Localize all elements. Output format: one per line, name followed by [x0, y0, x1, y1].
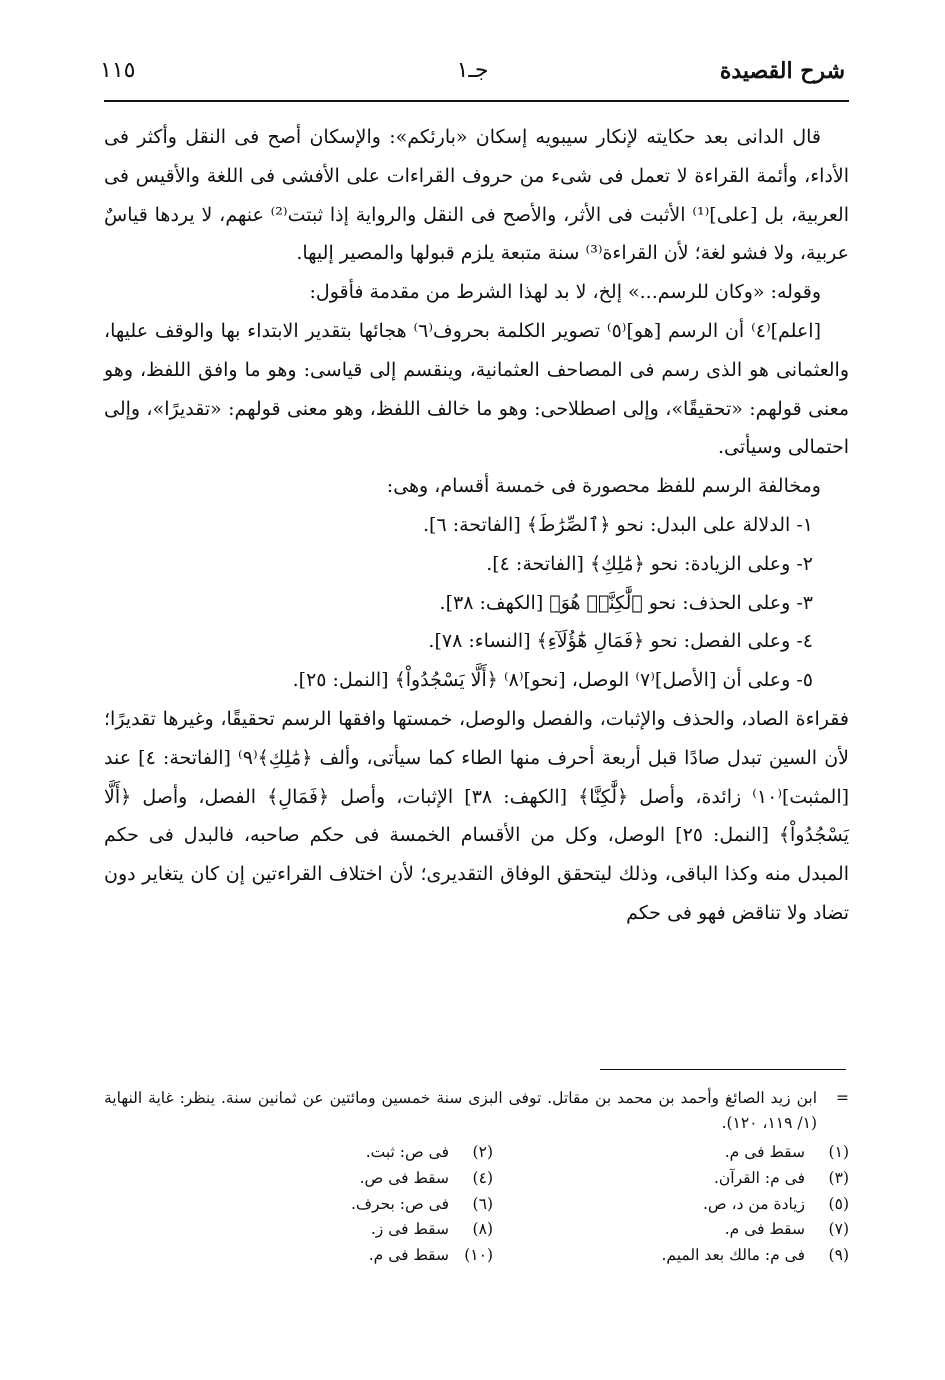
list-item: ٥- وعلى أن [الأصل]⁽٧⁾ الوصل، [نحو]⁽٨⁾ ﴿أَلَّا يَسْجُدُواْ﴾ [النمل: ٢٥]. [292, 669, 813, 692]
footnote-number: (٥) [828, 1194, 849, 1213]
footnote-text: سقط فى ص. [359, 1168, 449, 1187]
footnote-number: (٧) [828, 1220, 849, 1239]
footnote-item [133, 1243, 493, 1269]
footnote-text: سقط فى ز. [370, 1220, 449, 1239]
footnote-list [104, 1140, 849, 1269]
continuation-marker: = [836, 1089, 849, 1107]
footnote-text: فى م: القرآن. [713, 1168, 805, 1187]
header-title: شرح القصيدة [719, 58, 845, 84]
footnote-continuation [104, 1086, 849, 1136]
footnote-text: زيادة من د، ص. [703, 1194, 805, 1213]
list-item: ٣- وعلى الحذف: نحو ﴿لَّٰكِنَّا۠ هُوَ﴾ [الكهف: ٣٨]. [439, 591, 813, 614]
continuation-text: ابن زيد الصائغ وأحمد بن محمد بن مقاتل. توفى البزى سنة خمسين ومائتين عن ثمانين سنة. ينظر: غاية النهاية (١/ ١١٩، ١٢٠). [104, 1089, 817, 1132]
list-item: ٢- وعلى الزيادة: نحو ﴿مَٰلِكِ﴾ [الفاتحة: ٤]. [486, 552, 813, 575]
footnote-number: (٢) [472, 1143, 493, 1161]
footnote-text: سقط فى م. [724, 1143, 805, 1161]
footnote-item [133, 1166, 493, 1192]
footnote-number: (١٠) [464, 1246, 493, 1265]
footnote-number: (٩) [828, 1246, 849, 1265]
footnotes [104, 1086, 849, 1269]
footnote-text: سقط فى م. [368, 1246, 449, 1265]
footnote-text: فى ص: ثبت. [365, 1143, 449, 1161]
main-text [104, 118, 849, 933]
paragraph-rasm-definition: [اعلم]⁽٤⁾ أن الرسم [هو]⁽٥⁾ تصوير الكلمة بحروف⁽٦⁾ هجائها بتقدير الابتداء بها والوقف عليها، والعثمانى هو الذى رسم فى المصاحف العثمانية، وينقسم إلى قياسى: وهو ما وافق اللفظ، وهو معنى قولهم: «تحقيقًا»، وإلى اصطلاحى: وهو ما خالف اللفظ، وهو معنى قولهم: «تقديرًا»، وإلى احتمالى وسيأتى. [104, 319, 849, 459]
footnote-item [493, 1166, 849, 1192]
footnote-number: (٤) [472, 1168, 493, 1187]
header-divider [104, 100, 849, 102]
footnote-item [493, 1140, 849, 1166]
paragraph-divisions-intro: ومخالفة الرسم للفظ محصورة فى خمسة أقسام، وهى: [386, 475, 821, 498]
footnote-item [493, 1217, 849, 1243]
list-item: ٤- وعلى الفصل: نحو ﴿فَمَالِ هَٰٓؤُلَآءِ﴾ [النساء: ٧٨]. [428, 630, 813, 653]
running-header [100, 58, 845, 94]
page-number: ١١٥ [100, 58, 136, 83]
paragraph-dani-quote: قال الدانى بعد حكايته لإنكار سيبويه إسكان «بارئكم»: والإسكان أصح فى النقل وأكثر فى الأداء، وأئمة القراءة لا تعمل فى شىء من حروف القراءات على الأفشى فى اللغة والأقيس فى العربية، بل [على]⁽¹⁾ الأثبت فى الأثر، والأصح فى النقل والرواية إذا ثبتت⁽²⁾ عنهم، لا يردها قياسٌ عربية، ولا فشو لغة؛ لأن القراءة⁽³⁾ سنة متبعة يلزم قبولها والمصير إليها. [104, 126, 849, 265]
footnote-number: (٨) [472, 1220, 493, 1239]
paragraph-introduction: وقوله: «وكان للرسم...» إلخ، لا بد لهذا الشرط من مقدمة فأقول: [309, 281, 821, 304]
footnote-item [133, 1140, 493, 1166]
paragraph-explanation: فقراءة الصاد، والحذف والإثبات، والفصل والوصل، خمستها وافقها الرسم تحقيقًا، وغيرها تقديرًا؛ لأن السين تبدل صادًا قبل أربعة أحرف منها الطاء كما سيأتى، وألف ﴿مَٰلِكِ﴾⁽٩⁾ [الفاتحة: ٤] عند [المثبت]⁽١٠⁾ زائدة، وأصل ﴿لَّٰكِنَّا﴾ [الكهف: ٣٨] الإثبات، وأصل ﴿فَمَالِ﴾ الفصل، وأصل ﴿أَلَّا يَسْجُدُواْ﴾ [النمل: ٢٥] الوصل، وكل من الأقسام الخمسة فى حكم صاحبه، فالبدل فى حكم المبدل منه وكذا الباقى، وذلك ليتحقق الوفاق التقديرى؛ لأن اختلاف القراءتين إن كان يتغاير دون تضاد ولا تناقض فهو فى حكم [104, 707, 850, 924]
footnote-item [493, 1243, 849, 1269]
footnote-item [133, 1217, 493, 1243]
header-volume: جـ١ [456, 58, 489, 83]
footnote-number: (١) [828, 1143, 849, 1161]
footnote-number: (٣) [828, 1168, 849, 1187]
list-item: ١- الدلالة على البدل: نحو ﴿ٱلصِّرَٰطَ﴾ [الفاتحة: ٦]. [423, 513, 813, 536]
footnote-text: فى ص: بحرف. [350, 1194, 449, 1213]
footnote-text: سقط فى م. [724, 1220, 805, 1239]
footnote-divider [600, 1069, 846, 1070]
footnote-item [133, 1192, 493, 1218]
footnote-text: فى م: مالك بعد الميم. [661, 1246, 805, 1265]
footnote-item [493, 1192, 849, 1218]
footnote-number: (٦) [472, 1194, 493, 1213]
